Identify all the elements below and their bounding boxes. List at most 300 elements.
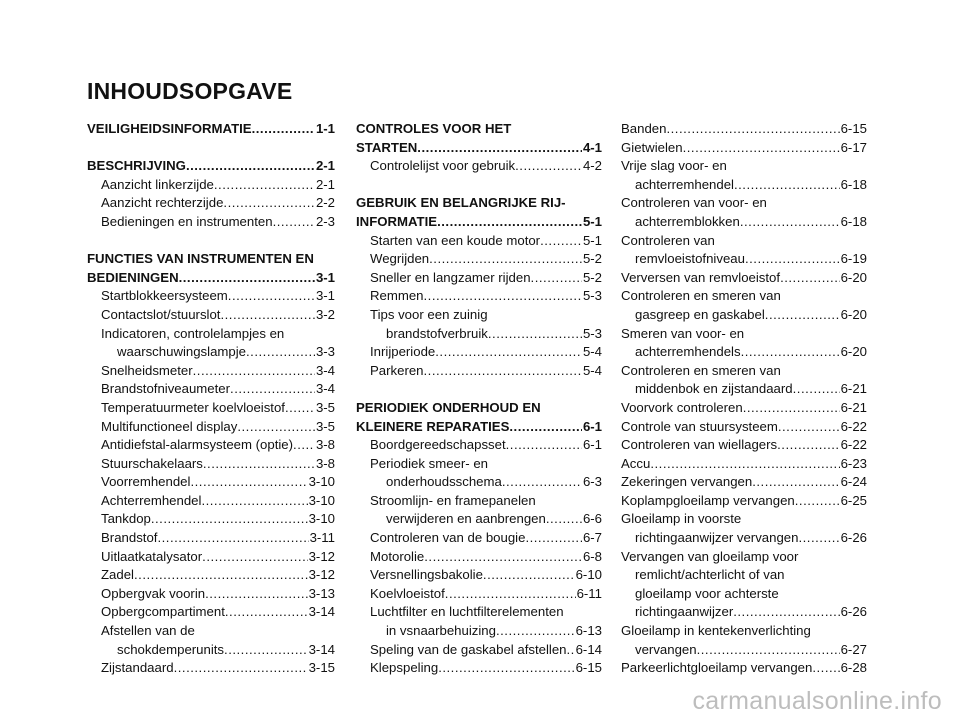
- toc-entry-label: Voorvork controleren: [621, 399, 743, 415]
- dot-leader: [777, 436, 839, 455]
- toc-entry: [87, 418, 335, 437]
- toc-entry-label: Antidiefstal-alarmsysteem (optie): [101, 437, 294, 453]
- toc-entry: [87, 603, 335, 622]
- toc-page-number: 6-13: [575, 623, 602, 639]
- dot-leader: [778, 418, 840, 437]
- dot-leader: [733, 603, 839, 622]
- toc-heading-line: [87, 622, 335, 641]
- toc-heading-line: [621, 157, 867, 176]
- dot-leader: [193, 362, 315, 381]
- toc-page-number: 6-21: [840, 381, 867, 397]
- dot-leader: [798, 529, 839, 548]
- toc-page-number: 3-12: [308, 567, 335, 583]
- dot-leader: [252, 120, 315, 139]
- toc-line-text: PERIODIEK ONDERHOUD EN: [356, 399, 541, 415]
- toc-page-number: 5-3: [582, 325, 602, 341]
- page-title: INHOUDSOPGAVE: [87, 78, 293, 104]
- toc-entry: [356, 157, 602, 176]
- dot-leader: [151, 510, 308, 529]
- toc-line-text: GEBRUIK EN BELANGRIJKE RIJ-: [356, 195, 566, 211]
- toc-page-number: 6-25: [840, 492, 867, 508]
- dot-leader: [224, 641, 308, 660]
- toc-entry: [87, 194, 335, 213]
- toc-entry: [356, 362, 602, 381]
- toc-line-text: Periodiek smeer- en: [370, 455, 489, 471]
- toc-page-number: 3-4: [315, 381, 335, 397]
- toc-entry: [621, 343, 867, 362]
- toc-entry: [621, 139, 867, 158]
- toc-line-text: Controleren van: [621, 232, 715, 248]
- toc-page-number: 5-2: [582, 269, 602, 285]
- toc-entry-label: Parkeerlichtgloeilamp vervangen: [621, 660, 813, 676]
- toc-page-number: 5-4: [582, 362, 602, 378]
- toc-entry: [356, 585, 602, 604]
- toc-entry-label: Sneller en langzamer rijden: [370, 269, 531, 285]
- toc-entry-label: Tankdop: [101, 511, 151, 527]
- toc-page-number: 3-15: [308, 660, 335, 676]
- dot-leader: [765, 306, 840, 325]
- toc-heading-line: [356, 399, 602, 418]
- dot-leader: [293, 436, 315, 455]
- toc-entry: [356, 269, 602, 288]
- toc-entry: [87, 473, 335, 492]
- toc-entry: [87, 343, 335, 362]
- toc-line-text: Luchtfilter en luchtfilterelementen: [370, 604, 564, 620]
- toc-line-text: Tips voor een zuinig: [370, 306, 488, 322]
- dot-leader: [273, 213, 315, 232]
- dot-leader: [205, 585, 308, 604]
- toc-heading-line: [621, 622, 867, 641]
- toc-entry: [87, 399, 335, 418]
- toc-entry-label: STARTEN: [356, 139, 418, 155]
- toc-page-number: 3-5: [315, 418, 335, 434]
- toc-column-1: [87, 120, 335, 678]
- toc-page-number: 6-11: [576, 585, 602, 601]
- toc-entry: [356, 622, 602, 641]
- toc-page-number: 6-20: [840, 344, 867, 360]
- toc-entry: [621, 399, 867, 418]
- toc-entry-label: VEILIGHEIDSINFORMATIE: [87, 121, 252, 136]
- toc-page-number: 5-2: [582, 251, 602, 267]
- toc-page-number: 6-1: [582, 418, 602, 434]
- toc-page-number: 5-1: [582, 232, 602, 248]
- dot-leader: [515, 157, 582, 176]
- toc-entry: [87, 120, 335, 139]
- toc-column-2: [356, 120, 602, 678]
- toc-entry: [621, 492, 867, 511]
- toc-entry-label: Accu: [621, 455, 651, 471]
- toc-page-number: 3-14: [308, 641, 335, 657]
- toc-page-number: 6-8: [582, 548, 602, 564]
- toc-entry: [87, 213, 335, 232]
- toc-page-number: 3-5: [315, 399, 335, 415]
- dot-leader: [483, 566, 575, 585]
- toc-entry-label: BEDIENINGEN: [87, 269, 179, 285]
- dot-leader: [745, 250, 840, 269]
- toc-entry: [87, 176, 335, 195]
- toc-entry-label: verwijderen en aanbrengen: [386, 511, 546, 527]
- toc-entry: [621, 418, 867, 437]
- toc-entry-label: Zijstandaard: [101, 660, 174, 676]
- toc-entry: [356, 232, 602, 251]
- toc-line-text: FUNCTIES VAN INSTRUMENTEN EN: [87, 251, 314, 267]
- spacer: [356, 176, 602, 195]
- dot-leader: [203, 455, 315, 474]
- dot-leader: [179, 269, 315, 288]
- toc-entry: [621, 120, 867, 139]
- toc-entry-label: BESCHRIJVING: [87, 158, 186, 174]
- toc-entry-label: Voorremhendel: [101, 474, 191, 490]
- toc-entry: [621, 250, 867, 269]
- watermark: carmanualsonline.info: [692, 687, 942, 715]
- toc-page-number: 3-14: [308, 604, 335, 620]
- dot-leader: [509, 418, 582, 437]
- toc-entry-label: remvloeistofniveau: [635, 251, 745, 267]
- toc-entry-label: Startblokkeersysteem: [101, 288, 228, 304]
- toc-entry-label: middenbok en zijstandaard: [635, 381, 793, 397]
- toc-entry-label: Brandstof: [101, 530, 158, 546]
- toc-entry: [621, 641, 867, 660]
- dot-leader: [202, 548, 307, 567]
- toc-heading-line: [621, 362, 867, 381]
- dot-leader: [546, 510, 582, 529]
- dot-leader: [186, 157, 315, 176]
- toc-column-3: [621, 120, 867, 678]
- dot-leader: [683, 139, 840, 158]
- dot-leader: [502, 473, 582, 492]
- toc-entry-label: Brandstofniveaumeter: [101, 381, 231, 397]
- dot-leader: [157, 529, 308, 548]
- toc-line-text: Vervangen van gloeilamp voor: [621, 548, 799, 564]
- toc-entry: [356, 510, 602, 529]
- toc-page-number: 3-2: [315, 306, 335, 322]
- toc-entry: [356, 250, 602, 269]
- toc-entry: [356, 436, 602, 455]
- spacer: [356, 380, 602, 399]
- toc-entry-label: Achterremhendel: [101, 492, 202, 508]
- toc-page-number: 5-3: [582, 288, 602, 304]
- toc-page-number: 1-1: [315, 121, 335, 136]
- toc-page-number: 6-27: [840, 641, 867, 657]
- toc-entry-label: Starten van een koude motor: [370, 232, 541, 248]
- toc-page-number: 6-3: [582, 474, 602, 490]
- dot-leader: [488, 325, 582, 344]
- toc-entry: [621, 436, 867, 455]
- toc-entry-label: Controle van stuursysteem: [621, 418, 778, 434]
- dot-leader: [285, 399, 315, 418]
- toc-line-text: Gloeilamp in voorste: [621, 511, 742, 527]
- toc-entry: [621, 306, 867, 325]
- dot-leader: [223, 194, 315, 213]
- toc-page-number: 3-1: [315, 288, 335, 304]
- toc-entry: [87, 436, 335, 455]
- toc-entry: [87, 306, 335, 325]
- toc-page-number: 6-14: [575, 641, 602, 657]
- toc-entry: [356, 641, 602, 660]
- toc-heading-line: [621, 510, 867, 529]
- toc-entry: [87, 269, 335, 288]
- toc-entry: [87, 585, 335, 604]
- toc-entry-label: Uitlaatkatalysator: [101, 548, 203, 564]
- toc-heading-line: [356, 455, 602, 474]
- toc-page-number: 3-8: [315, 437, 335, 453]
- toc-heading-line: [356, 194, 602, 213]
- toc-page-number: 5-1: [582, 213, 602, 229]
- toc-heading-line: [87, 250, 335, 269]
- toc-entry-label: Opbergcompartiment: [101, 604, 225, 620]
- spacer: [87, 139, 335, 158]
- toc-entry-label: Gietwielen: [621, 139, 683, 155]
- dot-leader: [734, 176, 840, 195]
- toc-entry-label: schokdemperunits: [117, 641, 225, 657]
- toc-page-number: 6-21: [840, 399, 867, 415]
- dot-leader: [540, 232, 582, 251]
- toc-entry-label: achterremblokken: [635, 213, 740, 229]
- toc-entry-label: Zekeringen vervangen: [621, 474, 753, 490]
- dot-leader: [531, 269, 582, 288]
- toc-entry-label: Koplampgloeilamp vervangen: [621, 492, 795, 508]
- toc-entry: [621, 473, 867, 492]
- toc-entry-label: richtingaanwijzer: [635, 604, 734, 620]
- toc-entry-label: gasgreep en gaskabel: [635, 306, 765, 322]
- toc-page-number: 6-20: [840, 306, 867, 322]
- dot-leader: [437, 213, 582, 232]
- toc-page-number: 6-6: [582, 511, 602, 527]
- dot-leader: [780, 269, 840, 288]
- toc-entry-label: brandstofverbruik: [386, 325, 488, 341]
- toc-entry: [621, 659, 867, 678]
- toc-line-text: Smeren van voor- en: [621, 325, 745, 341]
- toc-entry: [87, 287, 335, 306]
- dot-leader: [214, 176, 315, 195]
- dot-leader: [417, 139, 582, 158]
- dot-leader: [752, 473, 839, 492]
- toc-page-number: 6-22: [840, 437, 867, 453]
- toc-entry-label: Snelheidsmeter: [101, 362, 193, 378]
- toc-entry-label: Controleren van de bougie: [370, 530, 526, 546]
- toc-entry-label: waarschuwingslampje: [117, 344, 247, 360]
- toc-entry-label: Controleren van wiellagers: [621, 437, 778, 453]
- toc-entry: [621, 269, 867, 288]
- toc-entry: [87, 455, 335, 474]
- toc-page-number: 2-3: [315, 213, 335, 229]
- toc-entry-label: Banden: [621, 121, 667, 136]
- dot-leader: [246, 343, 315, 362]
- toc-entry-label: achterremhendel: [635, 176, 734, 192]
- dot-leader: [228, 287, 315, 306]
- toc-line-text: Controleren en smeren van: [621, 362, 781, 378]
- dot-leader: [496, 622, 575, 641]
- toc-page-number: 2-1: [315, 176, 335, 192]
- toc-line-text: Afstellen van de: [101, 623, 195, 639]
- toc-page-number: 3-8: [315, 455, 335, 471]
- toc-entry: [87, 510, 335, 529]
- dot-leader: [743, 399, 840, 418]
- toc-entry-label: Verversen van remvloeistof: [621, 269, 781, 285]
- toc-entry: [356, 659, 602, 678]
- toc-page-number: 6-26: [840, 604, 867, 620]
- toc-entry-label: Parkeren: [370, 362, 424, 378]
- toc-entry: [356, 343, 602, 362]
- toc-heading-line: [621, 566, 867, 585]
- toc-entry-label: Multifunctioneel display: [101, 418, 238, 434]
- toc-entry: [356, 418, 602, 437]
- toc-line-text: Vrije slag voor- en: [621, 158, 727, 174]
- toc-entry: [87, 380, 335, 399]
- dot-leader: [237, 418, 315, 437]
- toc-page-number: 6-17: [840, 139, 867, 155]
- toc-page-number: 5-4: [582, 344, 602, 360]
- dot-leader: [740, 213, 840, 232]
- toc-page-number: 3-11: [309, 530, 335, 546]
- toc-entry-label: Zadel: [101, 567, 134, 583]
- toc-heading-line: [356, 492, 602, 511]
- toc-entry-label: Koelvloeistof: [370, 585, 445, 601]
- toc-page-number: 6-22: [840, 418, 867, 434]
- toc-entry-label: Speling van de gaskabel afstellen: [370, 641, 567, 657]
- toc-entry-label: Temperatuurmeter koelvloeistof: [101, 399, 285, 415]
- toc-page-number: 6-7: [582, 530, 602, 546]
- toc-entry: [356, 139, 602, 158]
- toc-entry: [356, 473, 602, 492]
- toc-entry-label: Contactslot/stuurslot: [101, 306, 221, 322]
- toc-entry-label: Remmen: [370, 288, 424, 304]
- toc-entry: [621, 176, 867, 195]
- dot-leader: [506, 436, 582, 455]
- dot-leader: [201, 492, 307, 511]
- toc-page-number: 6-18: [840, 213, 867, 229]
- toc-line-text: remlicht/achterlicht of van: [635, 567, 785, 583]
- toc-entry: [356, 566, 602, 585]
- toc-entry: [87, 548, 335, 567]
- dot-leader: [190, 473, 307, 492]
- toc-line-text: Stroomlijn- en framepanelen: [370, 492, 536, 508]
- toc-entry-label: richtingaanwijzer vervangen: [635, 530, 799, 546]
- toc-entry: [87, 659, 335, 678]
- toc-entry-label: Klepspeling: [370, 660, 439, 676]
- toc-page-number: 3-10: [308, 492, 335, 508]
- toc-entry-label: Wegrijden: [370, 251, 430, 267]
- toc-heading-line: [87, 325, 335, 344]
- dot-leader: [424, 287, 582, 306]
- toc-entry-label: Stuurschakelaars: [101, 455, 203, 471]
- toc-heading-line: [621, 232, 867, 251]
- toc-entry: [87, 641, 335, 660]
- toc-line-text: Controleren van voor- en: [621, 195, 767, 211]
- dot-leader: [445, 585, 576, 604]
- toc-page-number: 3-3: [315, 344, 335, 360]
- toc-entry-label: Motorolie: [370, 548, 425, 564]
- toc-entry-label: Bedieningen en instrumenten: [101, 213, 273, 229]
- toc-entry: [621, 529, 867, 548]
- toc-page-number: 3-4: [315, 362, 335, 378]
- toc-entry-label: Versnellingsbakolie: [370, 567, 483, 583]
- toc-entry: [87, 566, 335, 585]
- toc-page-number: 6-20: [840, 269, 867, 285]
- toc-heading-line: [356, 306, 602, 325]
- dot-leader: [424, 548, 582, 567]
- toc-page-number: 2-2: [315, 195, 335, 211]
- dot-leader: [525, 529, 582, 548]
- toc-page-number: 3-10: [308, 474, 335, 490]
- toc-line-text: Gloeilamp in kentekenverlichting: [621, 623, 811, 639]
- dot-leader: [567, 641, 575, 660]
- toc-line-text: gloeilamp voor achterste: [635, 585, 779, 601]
- toc-page-number: 3-10: [308, 511, 335, 527]
- toc-heading-line: [621, 585, 867, 604]
- toc-entry-label: KLEINERE REPARATIES: [356, 418, 510, 434]
- dot-leader: [429, 250, 582, 269]
- dot-leader: [666, 120, 839, 139]
- toc-entry-label: Controlelijst voor gebruik: [370, 158, 516, 174]
- toc-page-number: 4-1: [582, 139, 602, 155]
- toc-line-text: CONTROLES VOOR HET: [356, 121, 512, 136]
- spacer: [87, 232, 335, 251]
- toc-entry-label: achterremhendels: [635, 344, 741, 360]
- toc-entry: [356, 529, 602, 548]
- dot-leader: [230, 380, 315, 399]
- dot-leader: [795, 492, 840, 511]
- toc-entry: [356, 213, 602, 232]
- toc-heading-line: [356, 603, 602, 622]
- toc-entry: [87, 492, 335, 511]
- toc-page-number: 6-19: [840, 251, 867, 267]
- toc-line-text: Controleren en smeren van: [621, 288, 781, 304]
- toc-entry-label: vervangen: [635, 641, 697, 657]
- toc-page-number: 6-15: [840, 121, 867, 136]
- toc-entry-label: Aanzicht rechterzijde: [101, 195, 224, 211]
- toc-entry: [356, 287, 602, 306]
- toc-entry-label: Opbergvak voorin: [101, 585, 206, 601]
- toc-entry-label: onderhoudsschema: [386, 474, 502, 490]
- toc-entry: [356, 325, 602, 344]
- toc-page-number: 4-2: [582, 158, 602, 174]
- toc-page-number: 3-1: [315, 269, 335, 285]
- dot-leader: [741, 343, 840, 362]
- toc-page-number: 3-12: [308, 548, 335, 564]
- toc-page-number: 6-24: [840, 474, 867, 490]
- toc-page-number: 6-28: [840, 660, 867, 676]
- dot-leader: [225, 603, 308, 622]
- toc-page-number: 6-23: [840, 455, 867, 471]
- toc-entry: [356, 548, 602, 567]
- toc-heading-line: [621, 548, 867, 567]
- toc-entry-label: INFORMATIE: [356, 213, 438, 229]
- dot-leader: [793, 380, 840, 399]
- toc-entry-label: in vsnaarbehuizing: [386, 623, 496, 639]
- toc-entry: [621, 380, 867, 399]
- toc-entry: [621, 455, 867, 474]
- toc-entry: [87, 157, 335, 176]
- toc-entry-label: Inrijperiode: [370, 344, 436, 360]
- toc-page-number: 6-10: [575, 567, 602, 583]
- dot-leader: [134, 566, 308, 585]
- toc-page-number: 6-26: [840, 530, 867, 546]
- toc-page-number: 6-1: [582, 437, 602, 453]
- toc-heading-line: [621, 325, 867, 344]
- dot-leader: [220, 306, 314, 325]
- toc-entry: [621, 603, 867, 622]
- dot-leader: [174, 659, 308, 678]
- toc-heading-line: [621, 287, 867, 306]
- toc-page-number: 3-13: [308, 585, 335, 601]
- toc-heading-line: [356, 120, 602, 139]
- toc-page-number: 6-15: [575, 660, 602, 676]
- dot-leader: [650, 455, 839, 474]
- dot-leader: [424, 362, 582, 381]
- toc-entry-label: Boordgereedschapsset: [370, 437, 506, 453]
- toc-page-number: 2-1: [315, 158, 335, 174]
